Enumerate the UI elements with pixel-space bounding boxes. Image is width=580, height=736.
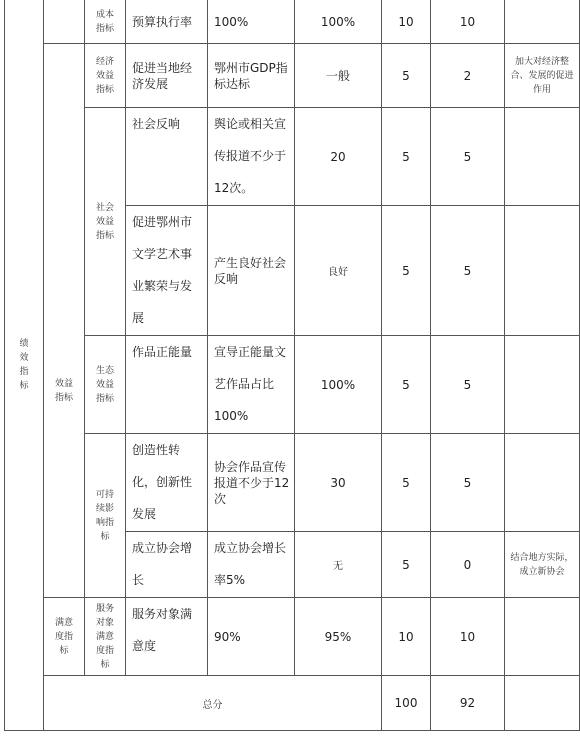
score-cell: 5 <box>431 108 505 206</box>
table-row <box>5 336 580 434</box>
score-cell: 10 <box>431 598 505 676</box>
note-cell: 结合地方实际，成立新协会 <box>505 532 580 598</box>
level4-cell: 服务对象满意度 <box>126 598 208 676</box>
table-row <box>5 434 580 532</box>
actual-cell: 一般 <box>295 44 382 108</box>
weight-cell: 5 <box>382 108 431 206</box>
actual-cell: 100% <box>295 336 382 434</box>
level4-cell: 促进鄂州市文学艺术事业繁荣与发展 <box>126 206 208 336</box>
level3-cell: 可持续影响指标 <box>85 434 126 598</box>
note-cell <box>505 108 580 206</box>
actual-cell: 95% <box>295 598 382 676</box>
level3-cell: 生态效益指标 <box>85 336 126 434</box>
note-cell <box>505 206 580 336</box>
score-cell: 2 <box>431 44 505 108</box>
target-cell: 协会作品宣传报道不少于12次 <box>208 434 295 532</box>
level4-cell: 成立协会增长 <box>126 532 208 598</box>
target-cell: 100% <box>208 0 295 44</box>
weight-cell: 10 <box>382 598 431 676</box>
score-cell: 5 <box>431 336 505 434</box>
weight-cell: 5 <box>382 206 431 336</box>
note-cell <box>505 0 580 44</box>
level4-cell: 促进当地经济发展 <box>126 44 208 108</box>
weight-cell: 5 <box>382 434 431 532</box>
level2-benefit: 效益指标 <box>44 44 85 598</box>
note-cell: 加大对经济整合、发展的促进作用 <box>505 44 580 108</box>
level4-cell: 社会反响 <box>126 108 208 206</box>
score-cell: 5 <box>431 434 505 532</box>
target-cell: 产生良好社会反响 <box>208 206 295 336</box>
score-cell: 0 <box>431 532 505 598</box>
note-cell <box>505 598 580 676</box>
target-cell: 鄂州市GDP指标达标 <box>208 44 295 108</box>
level3-cell: 服务对象满意度指标 <box>85 598 126 676</box>
level4-cell: 创造性转化，创新性发展 <box>126 434 208 532</box>
target-cell: 舆论或相关宣传报道不少于12次。 <box>208 108 295 206</box>
total-row <box>5 676 580 731</box>
level3-cell: 成本指标 <box>85 0 126 44</box>
level3-cell: 社会效益指标 <box>85 108 126 336</box>
actual-cell: 良好 <box>295 206 382 336</box>
target-cell: 宣导正能量文艺作品占比100% <box>208 336 295 434</box>
performance-table <box>4 0 580 731</box>
total-note <box>505 676 580 731</box>
level1-performance: 绩效指标 <box>5 0 44 731</box>
table-row <box>5 108 580 206</box>
actual-cell: 30 <box>295 434 382 532</box>
weight-cell: 5 <box>382 336 431 434</box>
note-cell <box>505 434 580 532</box>
level4-cell: 预算执行率 <box>126 0 208 44</box>
level4-cell: 作品正能量 <box>126 336 208 434</box>
level3-cell: 经济效益指标 <box>85 44 126 108</box>
total-label: 总分 <box>44 676 382 731</box>
level2-cost-blank <box>44 0 85 44</box>
weight-cell: 5 <box>382 44 431 108</box>
actual-cell: 100% <box>295 0 382 44</box>
note-cell <box>505 336 580 434</box>
actual-cell: 无 <box>295 532 382 598</box>
weight-cell: 10 <box>382 0 431 44</box>
table-row <box>5 598 580 676</box>
actual-cell: 20 <box>295 108 382 206</box>
score-cell: 5 <box>431 206 505 336</box>
table-row <box>5 44 580 108</box>
target-cell: 90% <box>208 598 295 676</box>
total-weight: 100 <box>382 676 431 731</box>
target-cell: 成立协会增长率5% <box>208 532 295 598</box>
level2-satisfaction: 满意度指标 <box>44 598 85 676</box>
weight-cell: 5 <box>382 532 431 598</box>
score-cell: 10 <box>431 0 505 44</box>
table-row <box>5 0 580 44</box>
total-score: 92 <box>431 676 505 731</box>
